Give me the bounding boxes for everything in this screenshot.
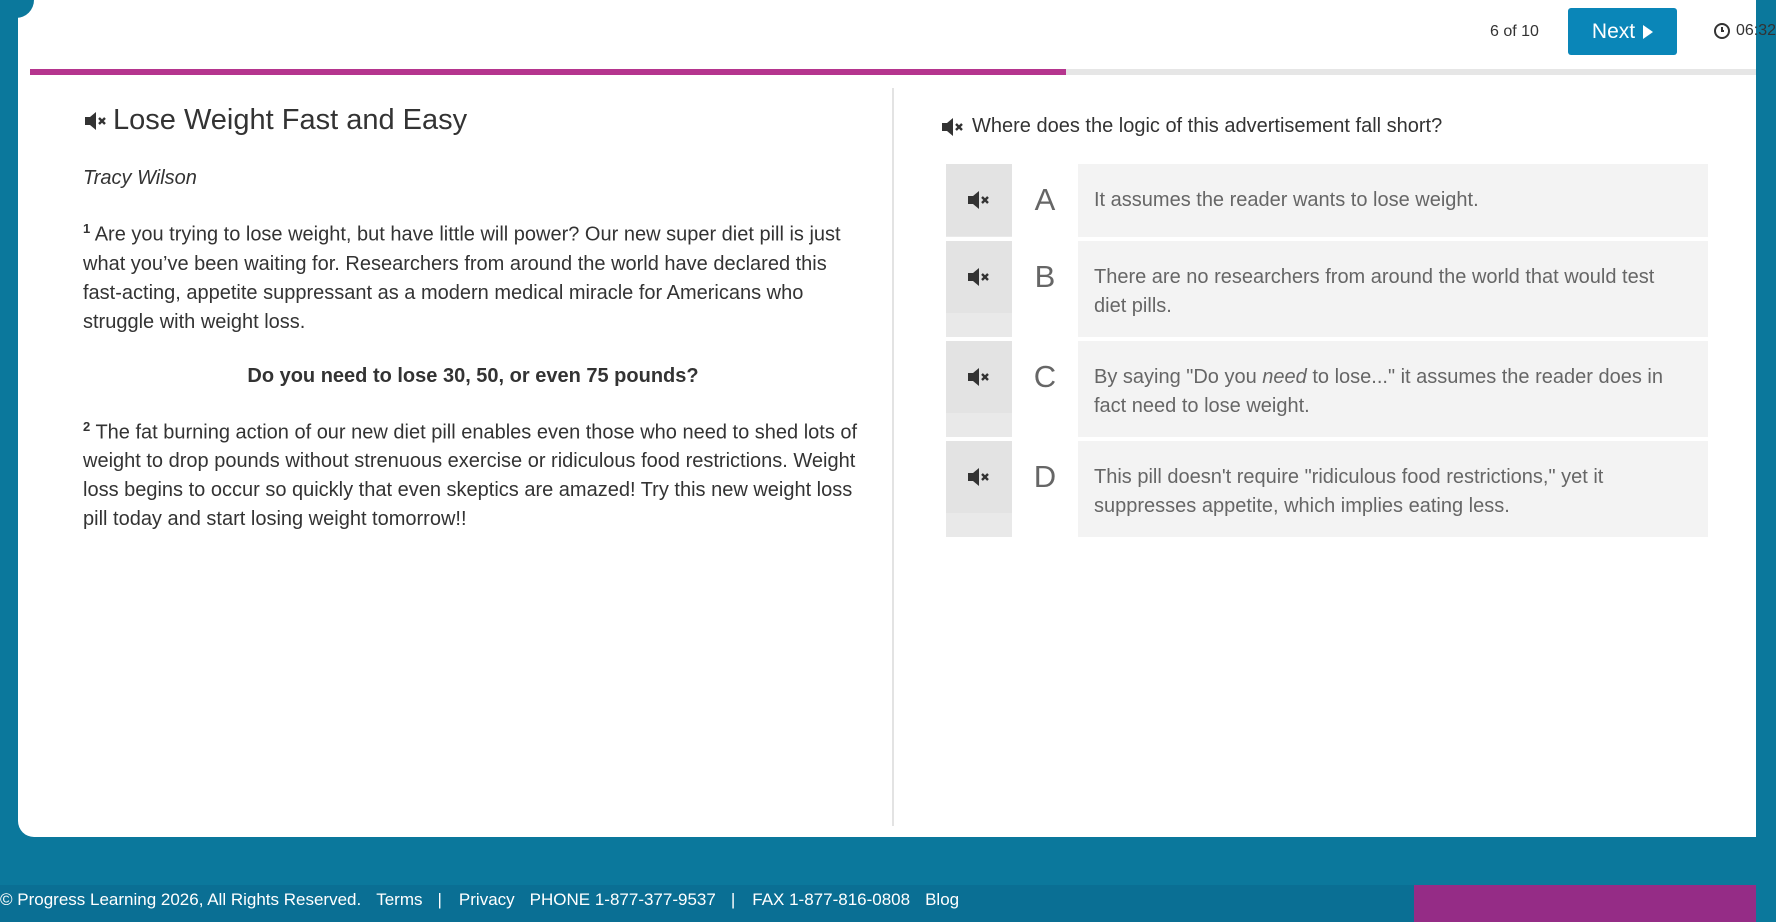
timer bbox=[1714, 22, 1776, 40]
footer-links bbox=[0, 890, 959, 910]
paragraph-number: 1 bbox=[83, 221, 91, 236]
choice-audio bbox=[946, 241, 1012, 337]
speaker-mute-icon[interactable] bbox=[946, 164, 1012, 236]
next-button[interactable] bbox=[1568, 8, 1677, 55]
passage-title: Lose Weight Fast and Easy bbox=[113, 104, 468, 136]
next-button-label: Next bbox=[1591, 19, 1636, 43]
choice-text-part: By saying "Do you bbox=[1094, 366, 1263, 388]
footer-blog-link[interactable]: Blog bbox=[925, 890, 960, 909]
speaker-mute-icon[interactable] bbox=[946, 441, 1012, 513]
choice-text: There are no researchers from around the world that would test diet pills. bbox=[1094, 266, 1655, 317]
choice-text-emphasis: need bbox=[1262, 366, 1307, 388]
pane-divider bbox=[892, 88, 894, 826]
passage-paragraph-1 bbox=[83, 214, 863, 337]
progress-bar-fill bbox=[30, 69, 1066, 75]
footer-accent-bar bbox=[1414, 885, 1756, 922]
choice-letter: C bbox=[1012, 341, 1078, 437]
speaker-mute-icon[interactable] bbox=[946, 241, 1012, 313]
answer-choice-c[interactable] bbox=[946, 341, 1708, 437]
paragraph-text: The fat burning action of our new diet pill enables even those who need to shed lots of weight to drop pounds without strenuous exercise or ridiculous food restrictions. Weight loss begins to occur so quickly that even skeptics are amazed! Try this new weight loss pill today and start losing weight tomorrow!! bbox=[83, 421, 858, 531]
question-pane bbox=[940, 115, 1730, 541]
passage-author: Tracy Wilson bbox=[83, 167, 197, 189]
clock-icon bbox=[1714, 23, 1730, 39]
speaker-mute-icon[interactable] bbox=[940, 116, 966, 138]
footer-privacy-link[interactable]: Privacy bbox=[458, 890, 515, 909]
choice-letter: B bbox=[1012, 241, 1078, 337]
footer-fax: FAX 1-877-816-0808 bbox=[752, 890, 911, 909]
choice-text: It assumes the reader wants to lose weight. bbox=[1094, 189, 1479, 211]
choice-letter: A bbox=[1012, 164, 1078, 237]
passage-paragraph-2 bbox=[83, 412, 863, 535]
footer-phone: PHONE 1-877-377-9537 bbox=[529, 890, 716, 909]
play-triangle-icon bbox=[1643, 25, 1653, 39]
answer-choice-d[interactable] bbox=[946, 441, 1708, 537]
footer-separator: | bbox=[437, 890, 442, 909]
passage-subheading: Do you need to lose 30, 50, or even 75 pounds? bbox=[247, 364, 699, 387]
answer-choice-b[interactable] bbox=[946, 241, 1708, 337]
answer-choice-a[interactable] bbox=[946, 164, 1708, 237]
paragraph-text: Are you trying to lose weight, but have little will power? Our new super diet pill is just what you’ve been waiting for. Researchers from around the world have declared this fast-acting, appetite suppressant as a modern medical miracle for Americans who struggle with weight loss. bbox=[83, 223, 841, 333]
choice-letter: D bbox=[1012, 441, 1078, 537]
speaker-mute-icon[interactable] bbox=[83, 110, 109, 132]
choice-text-part: to lose..." it assumes the reader does in fact need to lose weight. bbox=[1094, 366, 1663, 417]
timer-value: 06:32 bbox=[1736, 22, 1776, 39]
choice-audio bbox=[946, 341, 1012, 437]
passage-title-row bbox=[83, 104, 863, 137]
choice-audio bbox=[946, 164, 1012, 237]
choice-text bbox=[1078, 341, 1708, 437]
footer-separator: | bbox=[730, 890, 736, 909]
choice-audio bbox=[946, 441, 1012, 537]
question-prompt-row bbox=[940, 115, 1730, 138]
question-prompt: Where does the logic of this advertisement fall short? bbox=[972, 115, 1443, 137]
choice-text: This pill doesn't require "ridiculous food restrictions," yet it suppresses appetite, which implies eating less. bbox=[1094, 466, 1604, 517]
question-counter: 6 of 10 bbox=[1490, 23, 1539, 40]
answer-choices bbox=[946, 164, 1730, 537]
speaker-mute-icon[interactable] bbox=[946, 341, 1012, 413]
footer-terms-link[interactable]: Terms bbox=[376, 890, 423, 909]
progress-bar bbox=[30, 69, 1756, 75]
passage-pane bbox=[83, 104, 863, 534]
main-card bbox=[18, 0, 1776, 837]
top-bar bbox=[18, 0, 1776, 68]
paragraph-number: 2 bbox=[83, 418, 91, 434]
footer-copyright: © Progress Learning 2026, All Rights Reserved. bbox=[0, 890, 362, 909]
